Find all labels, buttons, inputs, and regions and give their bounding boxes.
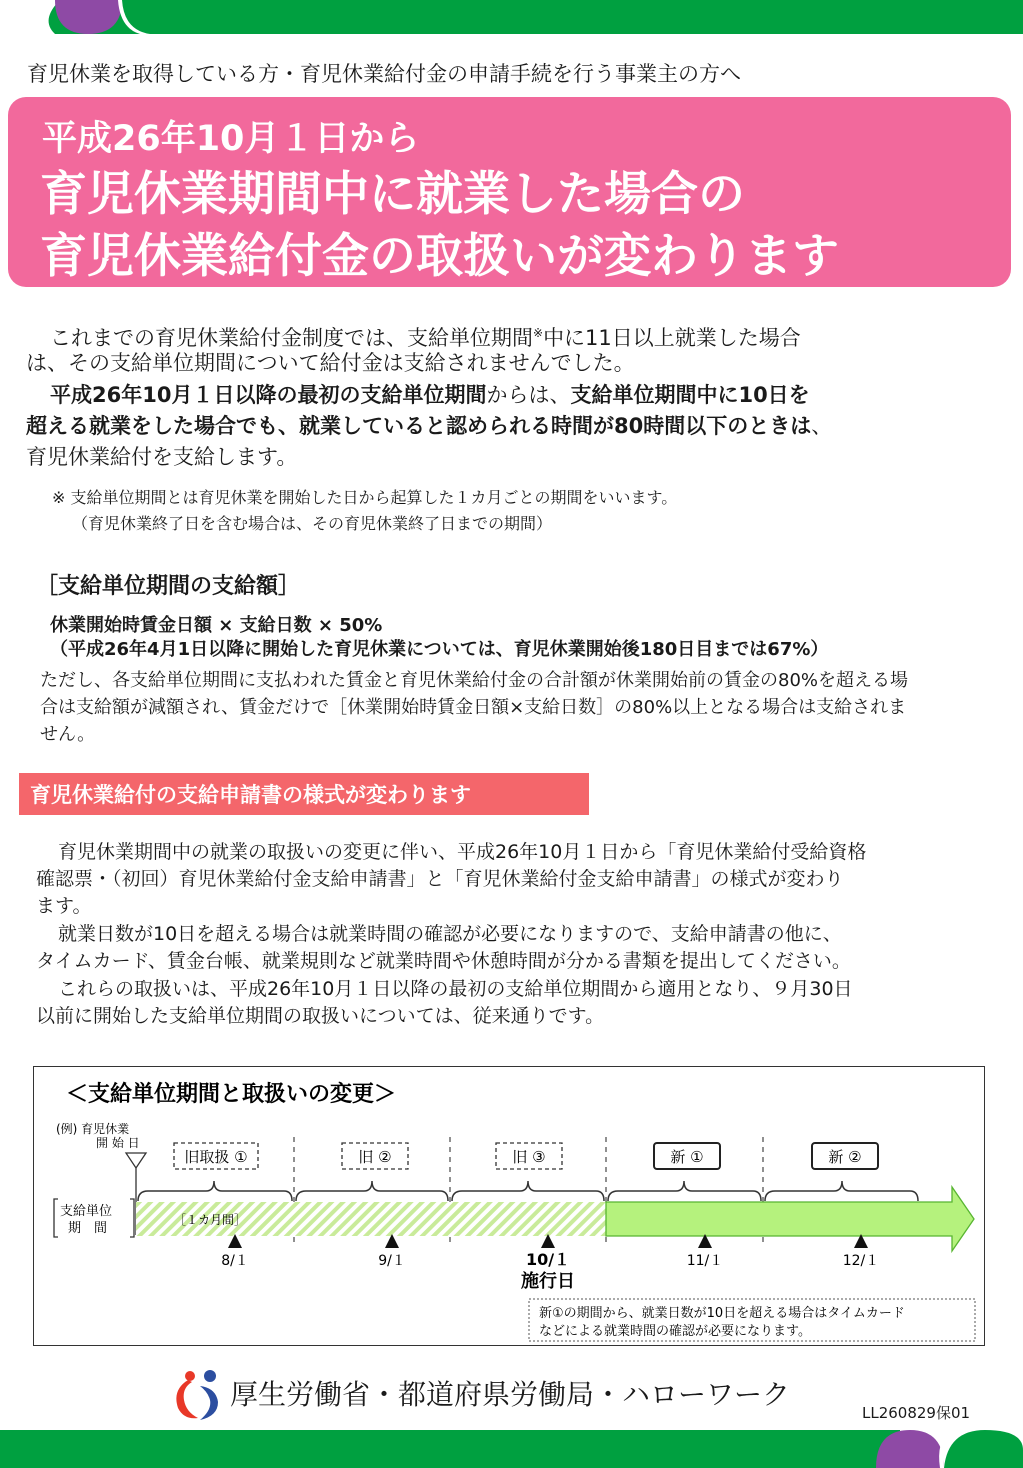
- start-label: 開 始 日: [96, 1136, 140, 1150]
- form-line4: 就業日数が10日を超える場合は就業時間の確認が必要になりますので、支給申請書の他に、: [58, 923, 842, 945]
- intro-line3: [50, 380, 810, 410]
- date-triangle-icon: [541, 1234, 555, 1248]
- footnote-line1: ※ 支給単位期間とは育児休業を開始した日から起算した１カ月ごとの期間をいいます。: [52, 488, 678, 507]
- amount-text-line2: 合は支給額が減額され、賃金だけで［休業開始時賃金日額×支給日数］の80%以上となる場合は支給されま: [40, 697, 907, 718]
- intro-text: からは、: [486, 383, 571, 407]
- footnote-line2: （育児休業終了日を含む場合は、その育児休業終了日までの期間）: [72, 514, 553, 533]
- audience-line: 育児休業を取得している方・育児休業給付金の申請手続を行う事業主の方へ: [27, 62, 741, 86]
- form-line1: 育児休業期間中の就業の取扱いの変更に伴い、平成26年10月１日から「育児休業給付受給資格: [58, 841, 867, 863]
- new-period-arrow: [606, 1187, 974, 1251]
- form-line5: タイムカード、賃金台帳、就業規則など就業時間や休憩時間が分かる書類を提出してください。: [36, 950, 851, 972]
- amount-heading: ［支給単位期間の支給額］: [36, 574, 301, 599]
- mhlw-logo-icon: [170, 1366, 226, 1422]
- period-label: 旧取扱 ①: [184, 1148, 248, 1166]
- bottom-green-bar: [0, 1430, 900, 1468]
- date-label-effective: 10/１: [525, 1250, 571, 1269]
- date-label: 11/１: [686, 1253, 724, 1269]
- amount-formula-note: （平成26年4月1日以降に開始した育児休業については、育児休業開始後180日目までは67%）: [50, 639, 829, 660]
- period-label: 新 ②: [828, 1148, 862, 1166]
- start-triangle-icon: [126, 1153, 146, 1168]
- row-label-2: 期 間: [68, 1221, 108, 1236]
- form-line3: ます。: [36, 895, 92, 917]
- diagram-title: ＜支給単位期間と取扱いの変更＞: [66, 1082, 397, 1107]
- brace: [765, 1181, 918, 1201]
- intro-bold: 平成26年10月１日以降の最初の支給単位期間: [50, 383, 487, 407]
- intro-line2: は、その支給単位期間について給付金は支給されませんでした。: [26, 351, 635, 375]
- one-month-label: ［１カ月間］: [174, 1213, 247, 1227]
- period-label: 旧 ②: [358, 1148, 392, 1166]
- diagram-note-1: 新①の期間から、就業日数が10日を超える場合はタイムカード: [539, 1306, 905, 1321]
- effective-day-label: 施行日: [521, 1271, 575, 1292]
- form-line6: これらの取扱いは、平成26年10月１日以降の最初の支給単位期間から適用となり、９月30日: [58, 978, 853, 1000]
- form-line7: 以前に開始した支給単位期間の取扱いについては、従来通りです。: [36, 1005, 605, 1027]
- top-green-bar: [40, 0, 1023, 34]
- date-label: 9/１: [378, 1253, 406, 1269]
- section-band: [19, 773, 589, 815]
- date-triangle-icon: [228, 1234, 242, 1248]
- amount-formula: 休業開始時賃金日額 × 支給日数 × 50%: [50, 615, 383, 636]
- date-triangle-icon: [385, 1234, 399, 1248]
- headline-line3: 育児休業給付金の取扱いが変わります: [40, 229, 839, 284]
- period-diagram: [33, 1066, 985, 1346]
- document-code: LL260829保01: [862, 1404, 971, 1422]
- headline-date: 平成26年10月１日から: [42, 119, 420, 159]
- headline-line2: 育児休業期間中に就業した場合の: [40, 167, 745, 222]
- period-labels: [174, 1143, 878, 1169]
- intro-text: これまでの育児休業給付金制度では、支給単位期間: [50, 326, 533, 350]
- bottom-green-circle: [944, 1430, 1023, 1468]
- period-braces: [138, 1181, 918, 1201]
- amount-text-line3: せん。: [40, 724, 96, 745]
- intro-bold: 超える就業をした場合でも、就業していると認められる時間が80時間以下のときは: [26, 414, 812, 438]
- diagram-note-2: などによる就業時間の確認が必要になります。: [539, 1324, 811, 1339]
- headline-banner: [8, 97, 1011, 287]
- intro-line5: 育児休業給付を支給します。: [26, 445, 298, 469]
- bottom-decoration: [0, 1430, 1023, 1468]
- date-markers: [221, 1234, 879, 1292]
- brace: [608, 1181, 761, 1201]
- date-label: 8/１: [221, 1253, 249, 1269]
- period-label: 旧 ③: [512, 1148, 546, 1166]
- period-diagram-svg: [34, 1067, 986, 1347]
- date-label: 12/１: [842, 1253, 880, 1269]
- intro-bold: 支給単位期間中に10日を: [570, 383, 810, 407]
- brace: [296, 1181, 448, 1201]
- example-label: (例) 育児休業: [56, 1122, 130, 1136]
- top-decoration: [0, 0, 1023, 34]
- ministry-name: 厚生労働省・都道府県労働局・ハローワーク: [230, 1378, 791, 1411]
- intro-text: 中に11日以上就業した場合: [543, 326, 801, 350]
- intro-line4: [26, 411, 832, 441]
- form-line2: 確認票・（初回）育児休業給付金支給申請書」と「育児休業給付金支給申請書」の様式が変わり: [36, 868, 844, 890]
- brace: [452, 1181, 604, 1201]
- row-label-1: 支給単位: [60, 1204, 113, 1219]
- brace: [138, 1181, 292, 1201]
- section-title: 育児休業給付の支給申請書の様式が変わります: [30, 783, 471, 807]
- period-label: 新 ①: [670, 1148, 704, 1166]
- footnote-mark: ※: [533, 326, 544, 340]
- intro-text: 、: [811, 414, 833, 438]
- amount-text-line1: ただし、各支給単位期間に支払われた賃金と育児休業給付金の合計額が休業開始前の賃金の80%を超える場: [40, 670, 909, 691]
